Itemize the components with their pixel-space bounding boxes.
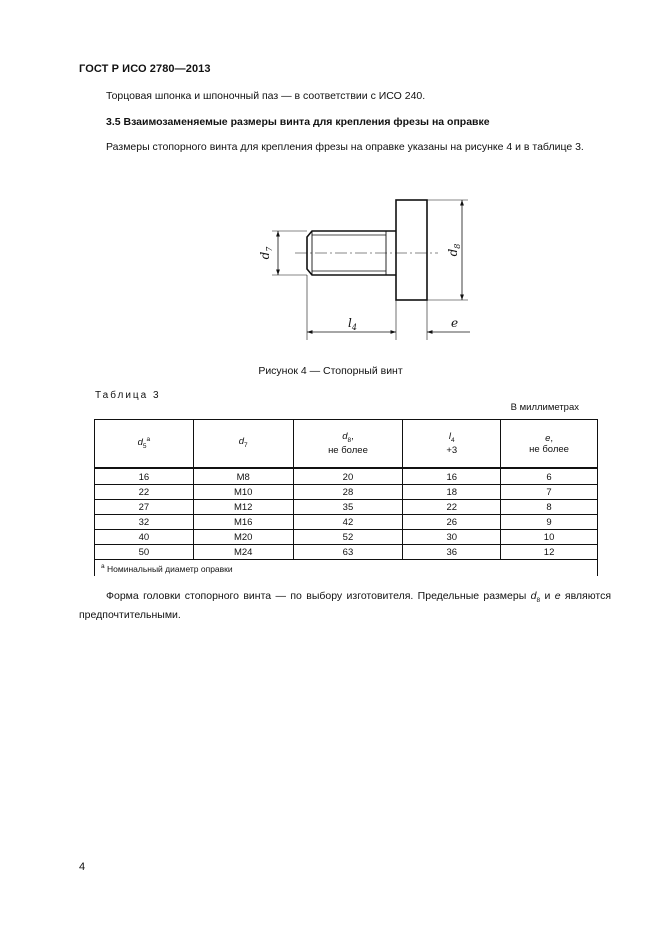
paragraph-head-shape: Форма головки стопорного винта — по выбору изготовителя. Предельные размеры $d_8$ и e являются предпочтительными. [79, 590, 611, 622]
table-row [95, 530, 598, 545]
table-row [95, 468, 598, 485]
table-row [95, 485, 598, 500]
cell-l4: 30 [403, 530, 501, 545]
header-e: e, не более [501, 420, 598, 469]
section-title: 3.5 Взаимозаменяемые размеры винта для крепления фрезы на оправке [106, 116, 490, 128]
cell-d7: M12 [193, 500, 293, 515]
paragraph-keyway: Торцовая шпонка и шпоночный паз — в соответствии с ИСО 240. [106, 90, 426, 102]
cell-e: 9 [501, 515, 598, 530]
cell-l4: 22 [403, 500, 501, 515]
cell-d7: M20 [193, 530, 293, 545]
paragraph-screw-dimensions: Размеры стопорного винта для крепления фрезы на оправке указаны на рисунке 4 и в таблице 3. [106, 141, 584, 153]
table-row [95, 500, 598, 515]
table-footnote-row [95, 560, 598, 576]
cell-d8: 20 [293, 468, 403, 485]
cell-d8: 52 [293, 530, 403, 545]
table-caption: Таблица 3 [95, 390, 161, 401]
cell-d5: 40 [95, 530, 194, 545]
page-number: 4 [79, 861, 86, 873]
figure-caption: Рисунок 4 — Стопорный винт [258, 365, 403, 377]
cell-d5: 50 [95, 545, 194, 560]
cell-l4: 18 [403, 485, 501, 500]
label-e: e [451, 316, 459, 330]
table-units: В миллиметрах [510, 402, 579, 413]
cell-d5: 27 [95, 500, 194, 515]
cell-e: 7 [501, 485, 598, 500]
cell-d8: 63 [293, 545, 403, 560]
table-footnote: $^a$ Номинальный диаметр оправки [95, 560, 598, 576]
cell-l4: 36 [403, 545, 501, 560]
header-d5: $d_5^a$ [95, 420, 194, 469]
header-d7: $d_7$ [193, 420, 293, 469]
cell-l4: 16 [403, 468, 501, 485]
label-l4: $l_4$ [348, 316, 357, 332]
label-d7: $d_7$ [258, 246, 274, 260]
screw-head [396, 200, 427, 300]
cell-e: 10 [501, 530, 598, 545]
cell-e: 6 [501, 468, 598, 485]
cell-d7: M8 [193, 468, 293, 485]
cell-d8: 35 [293, 500, 403, 515]
table-row [95, 515, 598, 530]
cell-e: 12 [501, 545, 598, 560]
cell-d5: 16 [95, 468, 194, 485]
table-header-row [95, 420, 598, 469]
document-header: ГОСТ Р ИСО 2780—2013 [79, 63, 211, 75]
cell-d5: 22 [95, 485, 194, 500]
table-row [95, 545, 598, 560]
cell-d7: M16 [193, 515, 293, 530]
cell-d7: M24 [193, 545, 293, 560]
cell-d7: M10 [193, 485, 293, 500]
header-l4: $l_4$ +3 [403, 420, 501, 469]
figure-set-screw [240, 190, 480, 350]
header-d8: $d_8$, не более [293, 420, 403, 469]
cell-e: 8 [501, 500, 598, 515]
cell-d8: 28 [293, 485, 403, 500]
cell-l4: 26 [403, 515, 501, 530]
dimensions-table [94, 419, 598, 576]
label-d8: $d_8$ [446, 243, 462, 257]
cell-d5: 32 [95, 515, 194, 530]
cell-d8: 42 [293, 515, 403, 530]
set-screw-drawing [240, 190, 480, 350]
